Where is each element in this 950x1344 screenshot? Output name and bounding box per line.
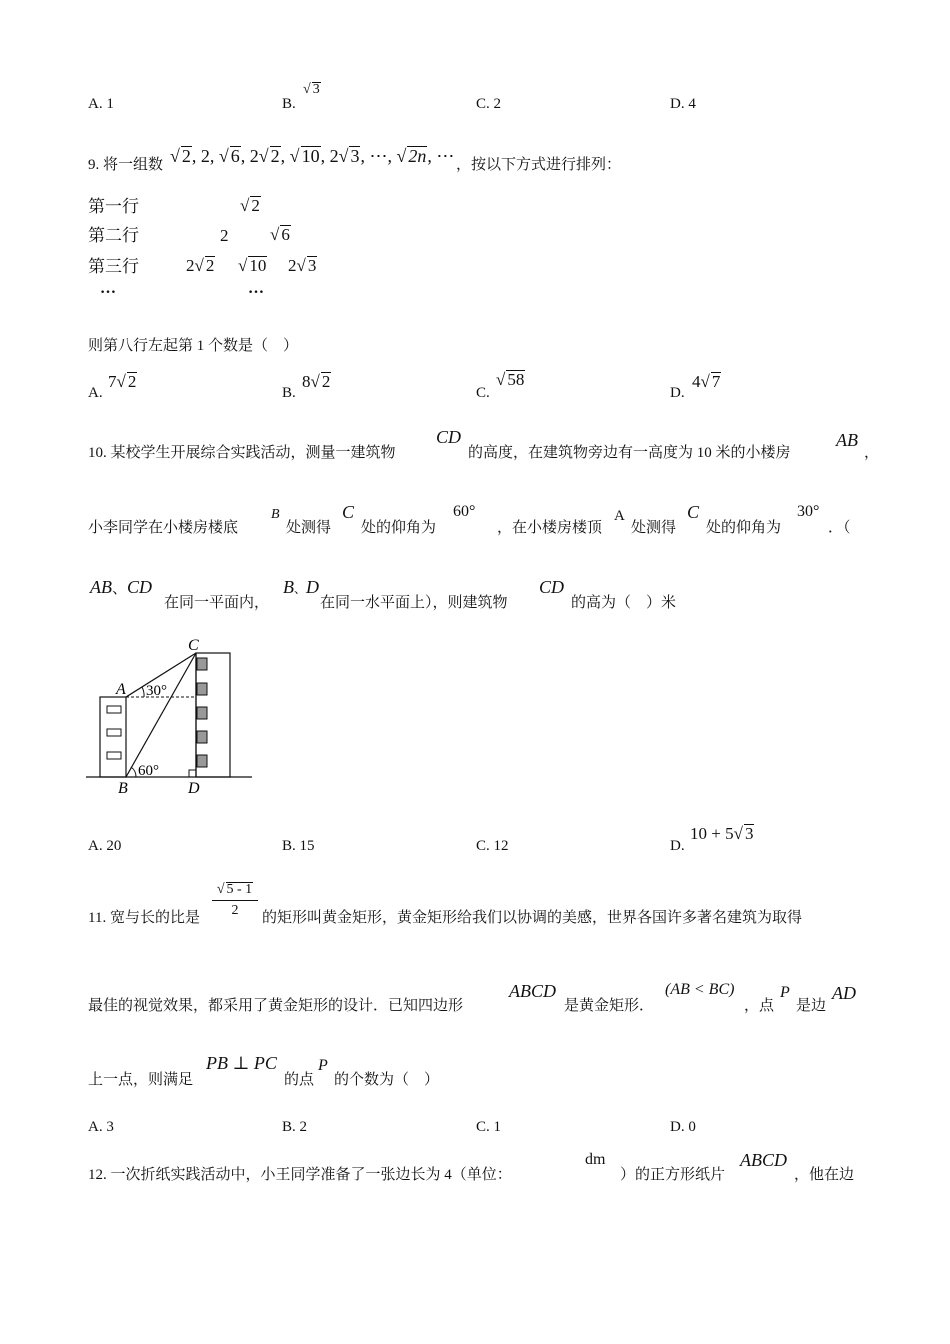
q10-line3-ab: AB、CD bbox=[90, 577, 153, 597]
q12-unit: dm bbox=[585, 1151, 606, 1168]
q10-line2-text5: 处测得 bbox=[631, 520, 677, 536]
q10-line2-angle30: 30° bbox=[797, 503, 820, 520]
small-building bbox=[100, 697, 126, 777]
q9-r3c1: 2√ 2 bbox=[186, 256, 215, 275]
q9-r2c1: 2 bbox=[220, 226, 229, 245]
q10-line3-cd: CD bbox=[539, 577, 565, 597]
q11-line2-ad: AD bbox=[832, 983, 856, 1003]
q10-line3-text2: 在同一水平面上），则建筑物 bbox=[320, 595, 508, 611]
label-b: B bbox=[118, 780, 128, 797]
q11-option-d: D. 0 bbox=[670, 1119, 696, 1135]
q9-row3-label: 第三行 bbox=[88, 257, 139, 276]
q10-option-d-label: D. bbox=[670, 838, 685, 854]
q9-row1-label: 第一行 bbox=[88, 197, 139, 216]
q10-option-c: C. 12 bbox=[476, 838, 509, 854]
q11-option-b: B. 2 bbox=[282, 1119, 308, 1135]
q9-r3c2: √ 10 bbox=[238, 256, 267, 275]
label-angle-30: 30° bbox=[146, 683, 167, 699]
q11-line3-text3: 的个数为（ ） bbox=[334, 1072, 440, 1088]
q9-question: 则第八行左起第 1 个数是（ ） bbox=[88, 338, 299, 354]
label-a: A bbox=[116, 681, 126, 698]
q10-line2-text3: 处的仰角为 bbox=[361, 520, 437, 536]
q12-line1-text: 12. 一次折纸实践活动中，小王同学准备了一张边长为 4（单位： bbox=[88, 1167, 512, 1183]
q11-fraction: √ 5 - 1 2 bbox=[212, 882, 258, 919]
q8-option-c: C. 2 bbox=[476, 96, 502, 112]
tall-building-window bbox=[197, 683, 207, 695]
q10-line2-text2: 处测得 bbox=[286, 520, 332, 536]
tall-building-window bbox=[197, 707, 207, 719]
q10-line2-c2: C bbox=[687, 502, 700, 522]
q8-option-b-value: √ 3 bbox=[303, 82, 320, 97]
q12-line1-text3: ，他在边 bbox=[794, 1167, 855, 1183]
q10-line1-ab: AB bbox=[836, 430, 858, 450]
q11-line2-text3: ，点 bbox=[744, 998, 775, 1014]
q10-line2-text6: 处的仰角为 bbox=[706, 520, 782, 536]
q11-line3-text2: 的点 bbox=[284, 1072, 315, 1088]
q10-line2-text4: ，在小楼房楼顶 bbox=[497, 520, 603, 536]
q12-abcd: ABCD bbox=[740, 1150, 787, 1170]
q10-line3-text: 在同一平面内， bbox=[164, 595, 270, 611]
q10-line3-text3: 的高为（ ）米 bbox=[571, 595, 677, 611]
q9-option-a-value: 7√ 2 bbox=[108, 372, 137, 391]
q11-line1-text2: 的矩形叫黄金矩形，黄金矩形给我们以协调的美感，世界各国许多著名建筑为取得 bbox=[262, 910, 803, 926]
angle-arc-60 bbox=[131, 767, 136, 777]
q10-line2-angle60: 60° bbox=[453, 503, 476, 520]
q9-suffix: ，按以下方式进行排列： bbox=[456, 157, 622, 173]
q10-line2-a: A bbox=[614, 508, 625, 524]
small-building-window bbox=[107, 729, 121, 736]
q11-line2-text: 最佳的视觉效果，都采用了黄金矩形的设计．已知四边形 bbox=[88, 998, 464, 1014]
q10-option-a: A. 20 bbox=[88, 838, 122, 854]
small-building-window bbox=[107, 752, 121, 759]
q8-option-b-label: B. bbox=[282, 96, 296, 112]
q11-option-a: A. 3 bbox=[88, 1119, 114, 1135]
q9-r3c3: 2√ 3 bbox=[288, 256, 317, 275]
tall-building-window bbox=[197, 731, 207, 743]
q9-prefix: 9. 将一组数 bbox=[88, 157, 164, 173]
q11-line2-p: P bbox=[780, 984, 790, 1001]
q8-option-a: A. 1 bbox=[88, 96, 114, 112]
q9-sequence: √ 2, 2, √ 6, 2√ 2, √ 10, 2√ 3, ⋯, √ 2n, ⋯ bbox=[170, 146, 455, 166]
q10-line1-end: ， bbox=[864, 445, 880, 461]
q11-line3-p: P bbox=[318, 1057, 328, 1074]
q11-line2-text2: 是黄金矩形． bbox=[564, 998, 655, 1014]
q9-row2-label: 第二行 bbox=[88, 226, 139, 245]
q10-line1-text2: 的高度，在建筑物旁边有一高度为 10 米的小楼房 bbox=[468, 445, 791, 461]
q9-option-d-value: 4√ 7 bbox=[692, 372, 721, 391]
q11-line2-text4: 是边 bbox=[796, 998, 827, 1014]
q9-option-c-value: √ 58 bbox=[496, 370, 525, 389]
label-angle-60: 60° bbox=[138, 763, 159, 779]
q11-option-c: C. 1 bbox=[476, 1119, 502, 1135]
q9-ellipsis-right: … bbox=[248, 280, 265, 297]
q10-option-b: B. 15 bbox=[282, 838, 315, 854]
q11-line3-text: 上一点，则满足 bbox=[88, 1072, 194, 1088]
q11-line3-relation: PB ⊥ PC bbox=[206, 1053, 277, 1073]
q9-option-a-label: A. bbox=[88, 385, 103, 401]
q9-option-c-label: C. bbox=[476, 385, 490, 401]
q10-line2-b: B bbox=[271, 507, 280, 522]
q9-option-b-label: B. bbox=[282, 385, 296, 401]
q10-figure bbox=[84, 632, 254, 800]
q11-line2-abcd: ABCD bbox=[509, 981, 556, 1001]
label-d: D bbox=[188, 780, 200, 797]
q9-option-b-value: 8√ 2 bbox=[302, 372, 331, 391]
q11-line2-condition: (AB < BC) bbox=[665, 981, 735, 998]
q9-r1c1: √ 2 bbox=[240, 196, 260, 215]
q10-option-d-value: 10 + 5√ 3 bbox=[690, 824, 754, 843]
q12-line1-text2: ）的正方形纸片 bbox=[620, 1167, 726, 1183]
q9-r2c2: √ 6 bbox=[270, 225, 290, 244]
angle-arc-30 bbox=[142, 687, 144, 697]
q9-ellipsis-left: … bbox=[100, 280, 117, 297]
q10-line2-c: C bbox=[342, 502, 355, 522]
q8-option-d: D. 4 bbox=[670, 96, 696, 112]
label-c: C bbox=[188, 637, 199, 654]
bc-line bbox=[126, 653, 196, 777]
q10-line2-end: ．（ bbox=[828, 520, 851, 536]
tall-building-window bbox=[197, 755, 207, 767]
small-building-window bbox=[107, 706, 121, 713]
right-angle-mark bbox=[189, 770, 196, 777]
q10-line1-text: 10. 某校学生开展综合实践活动，测量一建筑物 bbox=[88, 445, 396, 461]
q11-line1-text: 11. 宽与长的比是 bbox=[88, 910, 200, 926]
tall-building-window bbox=[197, 658, 207, 670]
q9-option-d-label: D. bbox=[670, 385, 685, 401]
q10-line2-text: 小李同学在小楼房楼底 bbox=[88, 520, 239, 536]
q10-line1-cd: CD bbox=[436, 427, 462, 447]
q10-line3-bd: B、D bbox=[283, 577, 320, 597]
